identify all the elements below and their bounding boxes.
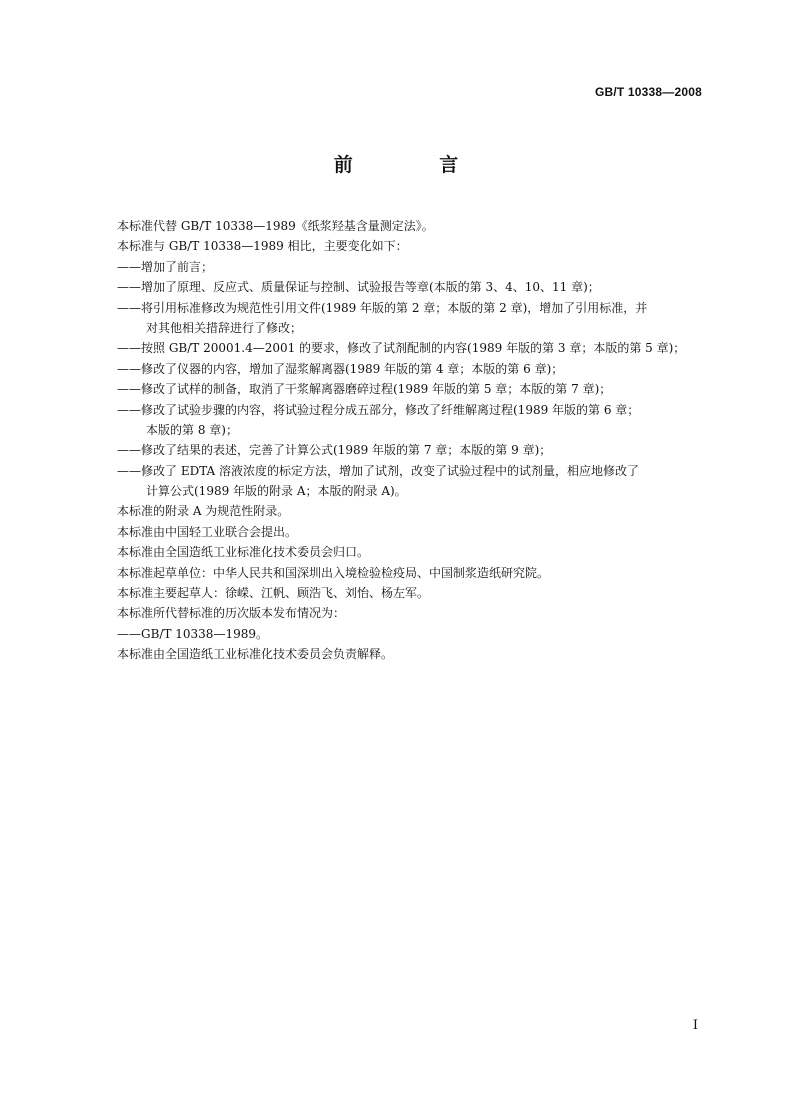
- list-item: ——将引用标准修改为规范性引用文件(1989 年版的第 2 章；本版的第 2 章)，增加了引用标准，并: [117, 300, 648, 315]
- list-item: ——按照 GB/T 20001.4—2001 的要求，修改了试剂配制的内容(1989 年版的第 3 章；本版的第 5 章)；: [117, 341, 686, 356]
- list-item: ——修改了 EDTA 溶液浓度的标定方法，增加了试剂，改变了试验过程中的试剂量，相应地修改了: [117, 463, 640, 478]
- preface-body: [117, 216, 707, 665]
- list-item: ——修改了结果的表述，完善了计算公式(1989 年版的第 7 章；本版的第 9 章)；: [117, 443, 552, 458]
- list-item: ——修改了仪器的内容，增加了湿浆解离器(1989 年版的第 4 章；本版的第 6 章)；: [117, 361, 564, 376]
- paragraph-line: 本标准与 GB/T 10338—1989 相比，主要变化如下：: [117, 239, 408, 254]
- paragraph-line: 本标准由全国造纸工业标准化技术委员会负责解释。: [117, 647, 394, 662]
- paragraph-line: 本标准主要起草人：徐嵘、江帆、顾浩飞、刘怡、杨左军。: [117, 586, 430, 601]
- list-item: ——修改了试验步骤的内容，将试验过程分成五部分，修改了纤维解离过程(1989 年版的第 6 章；: [117, 402, 640, 417]
- page-number: I: [692, 1018, 698, 1033]
- list-item: ——增加了前言；: [117, 259, 214, 274]
- paragraph-line: 本标准所代替标准的历次版本发布情况为：: [117, 606, 346, 621]
- list-item: ——修改了试样的制备，取消了干浆解离器磨碎过程(1989 年版的第 5 章；本版的第 7 章)；: [117, 382, 612, 397]
- list-item-continuation: 计算公式(1989 年版的附录 A；本版的附录 A)。: [146, 484, 407, 499]
- standard-code: GB/T 10338—2008: [594, 85, 702, 99]
- page-title: 前 言: [333, 154, 499, 176]
- list-item: ——GB/T 10338—1989。: [117, 626, 268, 641]
- paragraph-line: 本标准的附录 A 为规范性附录。: [117, 504, 290, 519]
- list-item: ——增加了原理、反应式、质量保证与控制、试验报告等章(本版的第 3、4、10、11 章)；: [117, 280, 600, 295]
- list-item-continuation: 对其他相关措辞进行了修改；: [146, 320, 303, 335]
- list-item-continuation: 本版的第 8 章)；: [146, 422, 238, 437]
- paragraph-line: 本标准由中国轻工业联合会提出。: [117, 524, 298, 539]
- paragraph-line: 本标准起草单位：中华人民共和国深圳出入境检验检疫局、中国制浆造纸研究院。: [117, 565, 550, 580]
- paragraph-line: 本标准代替 GB/T 10338—1989《纸浆羟基含量测定法》。: [117, 219, 434, 233]
- paragraph-line: 本标准由全国造纸工业标准化技术委员会归口。: [117, 545, 370, 560]
